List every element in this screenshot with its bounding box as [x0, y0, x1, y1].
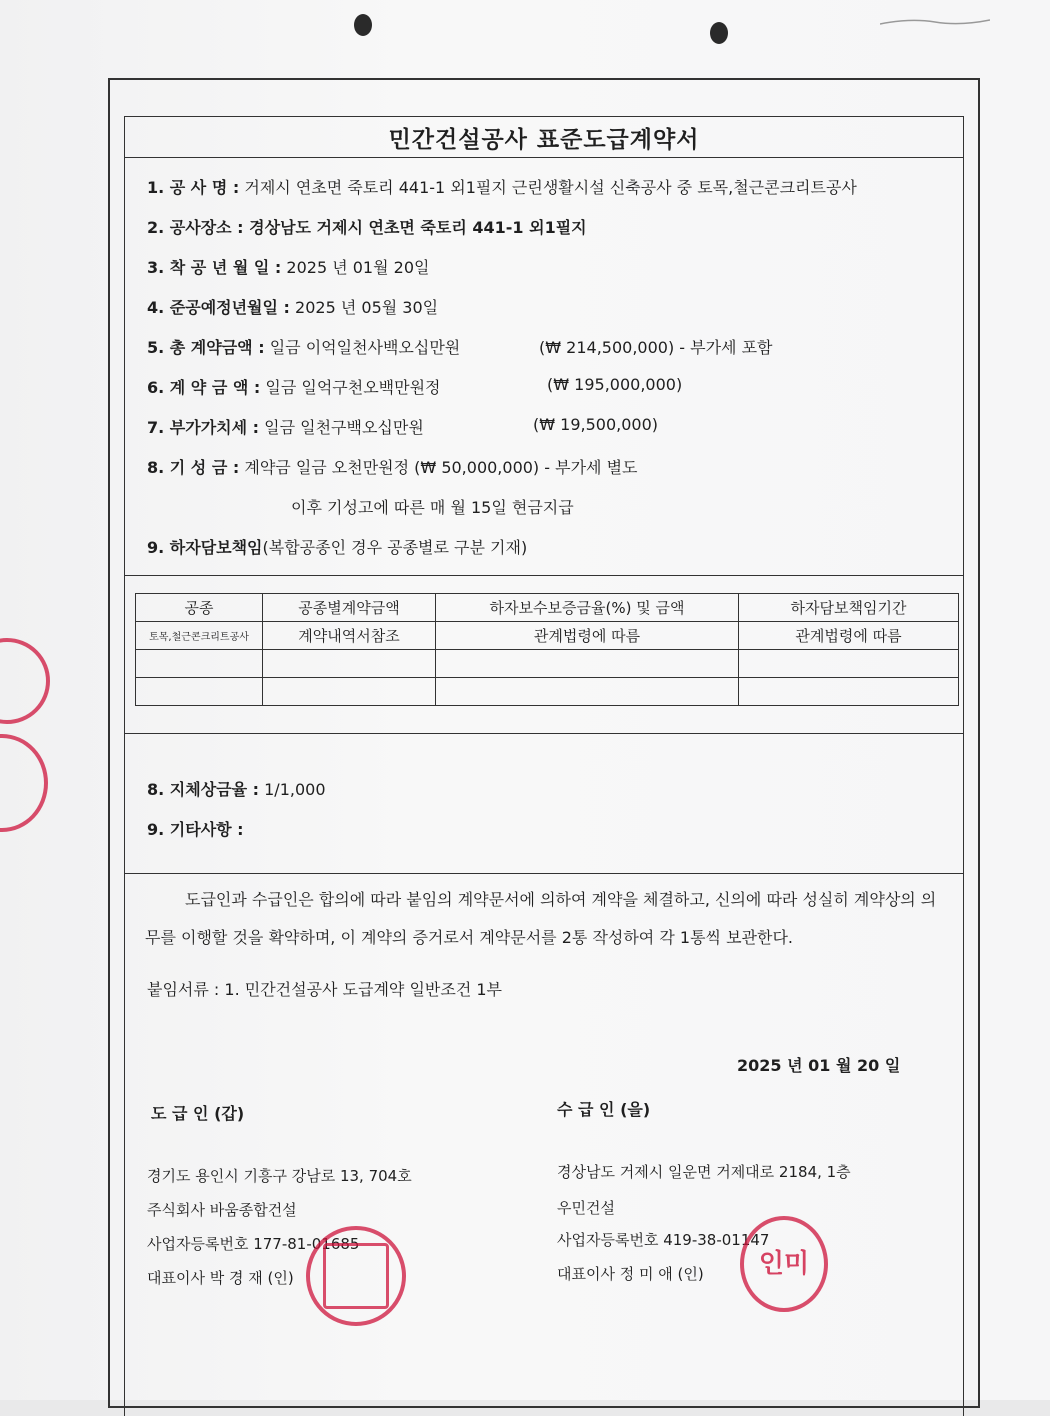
- item-site: 2. 공사장소 : 경상남도 거제시 연초면 죽토리 441-1 외1필지: [147, 218, 587, 237]
- agreement-paragraph: 도급인과 수급인은 합의에 따라 붙임의 계약문서에 의하여 계약을 체결하고, 신의에 따라 성실히 계약상의 의무를 이행할 것을 확약하며, 이 계약의 증거로서 계약문서를 2통 작성하여 각 1통씩 보관한다.: [145, 890, 937, 947]
- document-title: 민간건설공사 표준도급계약서: [125, 117, 963, 158]
- contractor-b-representative: 대표이사 정 미 애 (인): [557, 1265, 704, 1283]
- item-end-date: 4. 준공예정년월일 : 2025 년 05월 30일: [147, 298, 439, 317]
- margin-stamp: [0, 734, 48, 832]
- table-cell: 계약내역서참조: [263, 622, 436, 650]
- table-header: 하자담보책임기간: [739, 594, 959, 622]
- table-header: 공종: [136, 594, 263, 622]
- contractor-a-regno: 사업자등록번호 177-81-01685: [147, 1235, 360, 1253]
- table-header-row: [136, 594, 959, 622]
- contractor-a-heading: 도 급 인 (갑): [151, 1104, 245, 1123]
- table-row: [136, 622, 959, 650]
- contractor-a-representative: 대표이사 박 경 재 (인): [147, 1269, 294, 1287]
- divider: [125, 733, 963, 734]
- table-cell: [436, 650, 739, 678]
- contractor-a-company: 주식회사 바움종합건설: [147, 1201, 297, 1219]
- table-row: [136, 650, 959, 678]
- item-total-amount: 5. 총 계약금액 : 일금 이억일천사백오십만원 (₩ 214,500,000) - 부가세 포함: [147, 338, 773, 357]
- margin-stamp: [0, 638, 50, 724]
- table-cell: [263, 650, 436, 678]
- table-cell: [263, 678, 436, 706]
- contractor-b-regno: 사업자등록번호 419-38-01147: [557, 1231, 770, 1249]
- contractor-b-company: 우민건설: [557, 1199, 615, 1217]
- contract-date: 2025 년 01 월 20 일: [737, 1056, 901, 1075]
- tab-mark: [880, 10, 990, 30]
- item-progress-payment: 8. 기 성 금 : 계약금 일금 오천만원정 (₩ 50,000,000) - 부가세 별도: [147, 458, 638, 477]
- item-progress-note: 이후 기성고에 따른 매 월 15일 현금지급: [291, 498, 574, 517]
- table-cell: 관계법령에 따름: [739, 622, 959, 650]
- table-cell: [739, 678, 959, 706]
- table-cell: [136, 650, 263, 678]
- item-project-name: 1. 공 사 명 : 거제시 연초면 죽토리 441-1 외1필지 근린생활시설 신축공사 중 토목,철근콘크리트공사: [147, 178, 857, 197]
- contractor-a-address: 경기도 용인시 기흥구 강남로 13, 704호: [147, 1167, 412, 1185]
- divider: [125, 575, 963, 576]
- contractor-b-address: 경상남도 거제시 일운면 거제대로 2184, 1층: [557, 1163, 851, 1181]
- representative-seal-stamp: 인미: [740, 1216, 828, 1312]
- table-row: [136, 678, 959, 706]
- table-header: 하자보수보증금율(%) 및 금액: [436, 594, 739, 622]
- table-cell: 관계법령에 따름: [436, 622, 739, 650]
- table-cell: [739, 650, 959, 678]
- item-contract-amount: 6. 계 약 금 액 : 일금 일억구천오백만원정 (₩ 195,000,000): [147, 375, 683, 397]
- contract-frame: [124, 116, 964, 1416]
- company-seal-stamp: [306, 1226, 406, 1326]
- item-start-date: 3. 착 공 년 월 일 : 2025 년 01월 20일: [147, 258, 430, 277]
- defect-liability-table: [135, 593, 959, 706]
- punch-hole: [354, 14, 372, 36]
- item-penalty-rate: 8. 지체상금율 : 1/1,000: [147, 780, 326, 799]
- item-vat: 7. 부가가치세 : 일금 일천구백오십만원 (₩ 19,500,000): [147, 415, 658, 437]
- item-other: 9. 기타사항 :: [147, 820, 244, 839]
- table-cell: [436, 678, 739, 706]
- attachment-line: 붙임서류 : 1. 민간건설공사 도급계약 일반조건 1부: [147, 980, 503, 999]
- table-cell: [136, 678, 263, 706]
- table-header: 공종별계약금액: [263, 594, 436, 622]
- table-cell: 토목,철근콘크리트공사: [136, 622, 263, 650]
- item-defect-liability: 9. 하자담보책임(복합공종인 경우 공종별로 구분 기재): [147, 538, 528, 557]
- divider: [125, 873, 963, 874]
- contractor-b-heading: 수 급 인 (을): [557, 1100, 651, 1119]
- punch-hole: [710, 22, 728, 44]
